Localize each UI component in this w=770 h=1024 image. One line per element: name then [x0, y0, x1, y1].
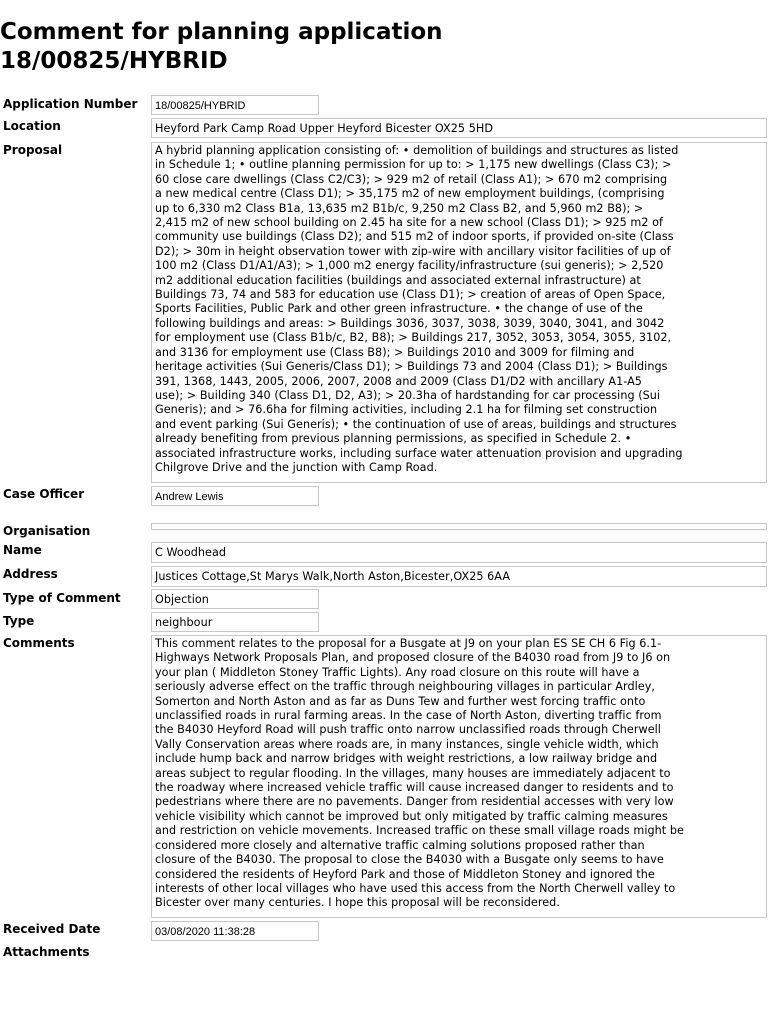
name-value: C Woodhead	[151, 542, 767, 563]
address-value: Justices Cottage,St Marys Walk,North Aston,Bicester,OX25 6AA	[151, 566, 767, 587]
page-title-line-1: Comment for planning application	[0, 19, 443, 45]
page-title	[0, 18, 760, 76]
type-value: neighbour	[151, 612, 319, 632]
type-of-comment-label: Type of Comment	[3, 591, 121, 605]
application-number-value: 18/00825/HYBRID	[151, 95, 319, 115]
page-title-line-2: 18/00825/HYBRID	[0, 48, 228, 74]
case-officer-value: Andrew Lewis	[151, 486, 319, 506]
attachments-label: Attachments	[3, 945, 90, 959]
case-officer-label: Case Officer	[3, 487, 85, 501]
organisation-label: Organisation	[3, 524, 91, 538]
type-of-comment-value: Objection	[151, 589, 319, 609]
proposal-value: A hybrid planning application consisting of: • demolition of buildings and structures as listed in Schedule 1; • outline planning permission for up to: > 1,175 new dwellings (Class C3); > 60 close care dwellings (Class C2/C3); > 929 m2 of retail (Class A1); > 670 m2 comprising a new medical centre (Class D1); > 35,175 m2 of new employment buildings, (comprising up to 6,330 m2 Class B1a, 13,635 m2 B1b/c, 9,250 m2 Class B2, and 5,960 m2 B8); > 2,415 m2 of new school building on 2.45 ha site for a new school (Class D1); > 925 m2 of community use buildings (Class D2); and 515 m2 of indoor sports, if provided on-site (Class D2); > 30m in height observation tower with zip-wire with ancillary visitor facilities of up of 100 m2 (Class D1/A1/A3); > 1,000 m2 energy facility/infrastructure (sui generis); > 2,520 m2 additional education facilities (buildings and associated external infrastructure) at Buildings 73, 74 and 583 for education use (Class D1); > creation of areas of Open Space, Sports Facilities, Public Park and other green infrastructure. • the change of use of the following buildings and areas: > Buildings 3036, 3037, 3038, 3039, 3040, 3041, and 3042 for employment use (Class B1b/c, B2, B8); > Buildings 217, 3052, 3053, 3054, 3055, 3102, and 3136 for employment use (Class B8); > Buildings 2010 and 3009 for filming and heritage activities (Sui Generis/Class D1); > Buildings 73 and 2004 (Class D1); > Buildings 391, 1368, 1443, 2005, 2006, 2007, 2008 and 2009 (Class D1/D2 with ancillary A1-A5 use); > Building 340 (Class D1, D2, A3); > 20.3ha of hardstanding for car processing (Sui Generis); and > 76.6ha for filming activities, including 2.1 ha for filming set construction and event parking (Sui Generis); • the continuation of use of areas, buildings and structures already benefiting from previous planning permissions, as specified in Schedule 2. • associated infrastructure works, including surface water attenuation provision and upgrading Chilgrove Drive and the junction with Camp Road.	[151, 142, 767, 483]
received-date-value: 03/08/2020 11:38:28	[151, 921, 319, 941]
location-value: Heyford Park Camp Road Upper Heyford Bicester OX25 5HD	[151, 118, 767, 138]
location-label: Location	[3, 119, 61, 133]
comments-label: Comments	[3, 636, 75, 650]
name-label: Name	[3, 543, 42, 557]
proposal-label: Proposal	[3, 143, 63, 157]
organisation-value	[151, 523, 767, 530]
application-number-label: Application Number	[3, 97, 138, 111]
address-label: Address	[3, 567, 58, 581]
comments-value: This comment relates to the proposal for a Busgate at J9 on your plan ES SE CH 6 Fig 6.1- Highways Network Proposals Plan, and proposed closure of the B4030 road from J9 to J6 on your plan ( Middleton Stoney Traffic Lights). Any road closure on this route will have a seriously adverse effect on the traffic through neighbouring villages in particular Ardley, Somerton and North Aston and as far as Duns Tew and further west forcing traffic onto unclassified roads in rural farming areas. In the case of North Aston, diverting traffic from the B4030 Heyford Road will push traffic onto narrow unclassified roads through Cherwell Vally Conservation areas where roads are, in many instances, single vehicle width, which include hump back and narrow bridges with weight restrictions, a low railway bridge and areas subject to regular flooding. In the villages, many houses are immediately adjacent to the roadway where increased vehicle traffic will cause increased danger to residents and to pedestrians where there are no pavements. Danger from residential accesses with very low vehicle visibility which cannot be improved but only mitigated by traffic calming measures and restriction on vehicle movements. Increased traffic on these small village roads might be considered more closely and alternative traffic calming solutions proposed rather than closure of the B4030. The proposal to close the B4030 with a Busgate only seems to have considered the residents of Heyford Park and those of Middleton Stoney and ignored the interests of other local villages who have used this access from the North Cherwell valley to Bicester over many centuries. I hope this proposal will be reconsidered.	[151, 635, 767, 918]
type-label: Type	[3, 614, 35, 628]
received-date-label: Received Date	[3, 922, 101, 936]
